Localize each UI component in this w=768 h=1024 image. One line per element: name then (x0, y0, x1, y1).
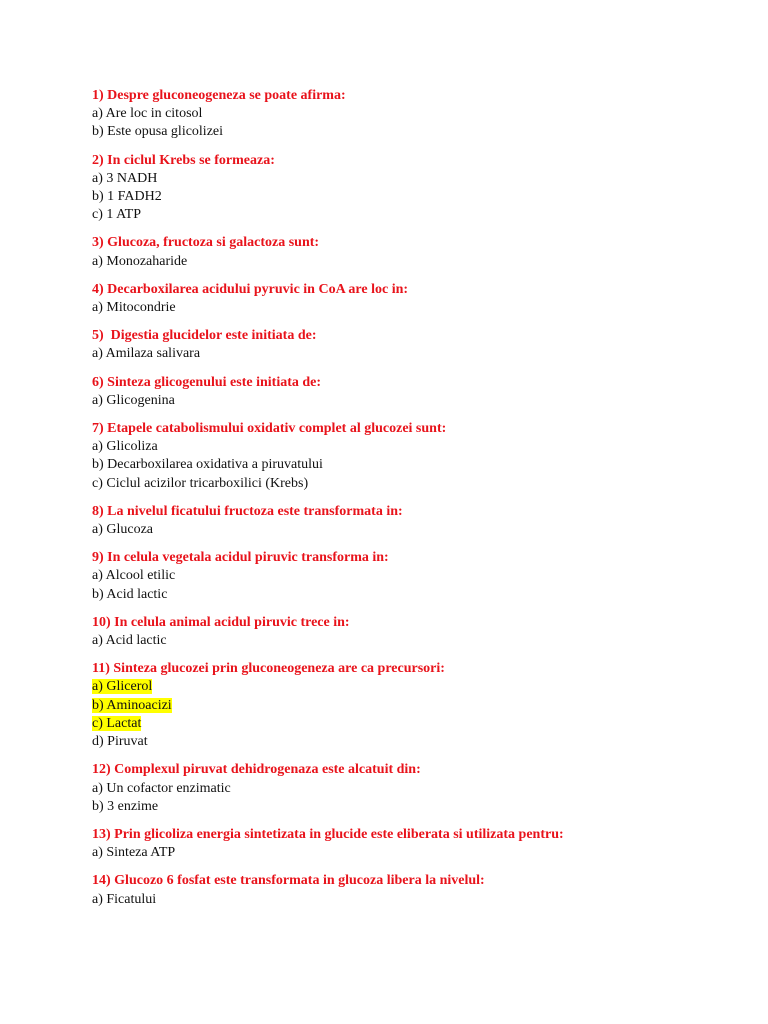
question-title: 8) La nivelul ficatului fructoza este transformata in: (92, 503, 403, 519)
answer-option: a) Monozaharide (92, 253, 188, 269)
answer-option: b) Decarboxilarea oxidativa a piruvatului (92, 457, 323, 473)
answer-option: c) Ciclul acizilor tricarboxilici (Krebs) (92, 475, 309, 491)
question-title: 4) Decarboxilarea acidului pyruvic in CoA are loc in: (92, 281, 409, 297)
answer-option: a) 3 NADH (92, 170, 158, 186)
highlighted-answer: c) Lactat (92, 715, 142, 731)
question-7 (92, 420, 728, 493)
answer-option: b) Este opusa glicolizei (92, 124, 224, 140)
question-14 (92, 872, 728, 908)
question-2 (92, 152, 728, 225)
answer-option: a) Ficatului (92, 891, 157, 907)
question-10 (92, 614, 728, 650)
answer-option: b) 3 enzime (92, 798, 159, 814)
question-title: 1) Despre gluconeogeneza se poate afirma: (92, 88, 346, 103)
question-title: 10) In celula animal acidul piruvic trece in: (92, 614, 350, 630)
highlighted-answer: a) Glicerol (92, 679, 153, 695)
answer-option-highlighted (92, 678, 728, 696)
answer-option: a) Sinteza ATP (92, 845, 176, 861)
answer-option: a) Glicoliza (92, 439, 158, 455)
answer-option: a) Alcool etilic (92, 568, 176, 584)
answer-option: c) 1 ATP (92, 207, 141, 223)
question-12 (92, 761, 728, 816)
question-3 (92, 234, 728, 270)
question-title: 7) Etapele catabolismului oxidativ complet al glucozei sunt: (92, 421, 447, 437)
answer-option: b) 1 FADH2 (92, 189, 162, 205)
answer-option-highlighted (92, 715, 728, 733)
question-8 (92, 503, 728, 539)
question-4 (92, 281, 728, 317)
question-title: 6) Sinteza glicogenului este initiata de: (92, 374, 322, 390)
question-5 (92, 327, 728, 363)
highlighted-answer: b) Aminoacizi (92, 697, 172, 713)
question-11 (92, 660, 728, 751)
answer-option: a) Mitocondrie (92, 300, 176, 316)
question-title: 12) Complexul piruvat dehidrogenaza este alcatuit din: (92, 762, 421, 778)
answer-option: a) Glucoza (92, 522, 154, 538)
question-9 (92, 549, 728, 604)
question-title: 2) In ciclul Krebs se formeaza: (92, 152, 275, 168)
question-title: 13) Prin glicoliza energia sintetizata in glucide este eliberata si utilizata pentru: (92, 826, 564, 842)
answer-option: b) Acid lactic (92, 586, 168, 602)
answer-option: d) Piruvat (92, 734, 148, 750)
answer-option: a) Acid lactic (92, 633, 167, 649)
question-title: 11) Sinteza glucozei prin gluconeogeneza are ca precursori: (92, 661, 445, 677)
answer-option: a) Glicogenina (92, 392, 175, 408)
question-1 (92, 87, 728, 142)
question-13 (92, 826, 728, 862)
question-title: 14) Glucozo 6 fosfat este transformata in glucoza libera la nivelul: (92, 873, 485, 889)
question-title: 5) Digestia glucidelor este initiata de: (92, 328, 317, 344)
question-title: 9) In celula vegetala acidul piruvic transforma in: (92, 550, 389, 566)
answer-option: a) Amilaza salivara (92, 346, 201, 362)
answer-option: a) Un cofactor enzimatic (92, 780, 231, 796)
answer-option-highlighted (92, 697, 728, 715)
question-6 (92, 374, 728, 410)
question-title: 3) Glucoza, fructoza si galactoza sunt: (92, 235, 320, 251)
answer-option: a) Are loc in citosol (92, 106, 203, 122)
